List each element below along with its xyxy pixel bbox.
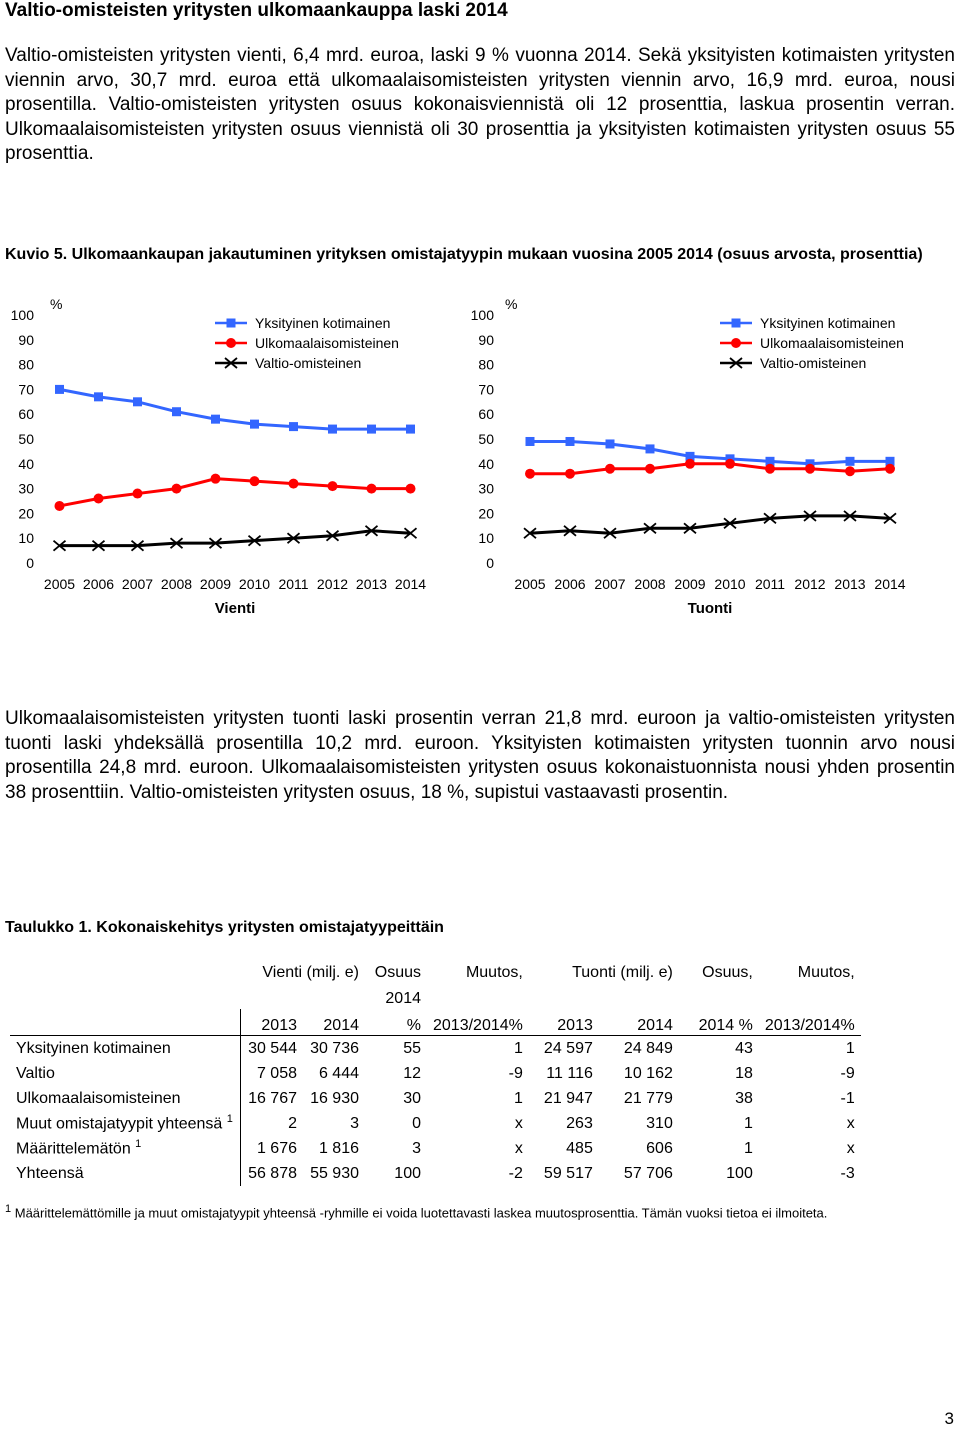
series-line	[530, 441, 890, 463]
x-tick-label: 2012	[316, 576, 349, 592]
table-cell: 55	[403, 1039, 421, 1057]
table-row	[10, 1061, 861, 1086]
legend-marker	[227, 319, 236, 328]
subheader: 2014	[599, 1009, 679, 1036]
table-cell: 100	[726, 1164, 753, 1182]
x-tick-label: 2006	[82, 576, 115, 592]
y-tick-label: 20	[478, 505, 494, 522]
data-point	[367, 484, 377, 494]
data-point	[805, 464, 815, 474]
table-cell: -3	[840, 1164, 855, 1182]
y-tick-label: 60	[478, 406, 494, 423]
table-cell: 1	[743, 1139, 753, 1157]
footnote: $^1$ Määrittelemättömille ja muut omistajatyypit yhteensä -ryhmille ei voida luotettavasti laskea muutosprosenttia. Tämän vuoksi tietoa ei ilmoiteta.	[5, 1203, 828, 1221]
table-cell: 10 162	[623, 1064, 673, 1082]
table-cell: x	[846, 1114, 855, 1132]
table-cell: 7 058	[241, 1061, 304, 1086]
subheader: 2014	[303, 1009, 365, 1036]
x-tick-label: 2006	[554, 576, 586, 592]
series-line	[530, 516, 890, 533]
table-cell: 263	[566, 1114, 593, 1132]
y-tick-label: 20	[18, 505, 34, 522]
figure-caption: Kuvio 5. Ulkomaankaupan jakautuminen yrityksen omistajatyypin mukaan vuosina 2005 2014 (osuus arvosta, prosenttia)	[5, 246, 923, 263]
y-tick-label: 10	[18, 530, 34, 547]
data-point	[606, 439, 615, 448]
subheader: 2013	[529, 1009, 599, 1036]
y-tick-label: 50	[478, 431, 494, 447]
x-tick-label: 2014	[394, 576, 427, 592]
x-tick-label: 2013	[355, 576, 388, 592]
chart-title: Vienti	[214, 600, 256, 617]
y-tick-label: 70	[478, 381, 494, 398]
table-cell: -9	[840, 1064, 855, 1082]
table-cell: 55 930	[310, 1164, 359, 1182]
data-point	[289, 479, 299, 489]
x-tick-label: 2008	[160, 576, 193, 592]
table-cell: 606	[646, 1139, 673, 1157]
y-tick-label: 40	[478, 455, 494, 472]
table-cell: 16 930	[310, 1089, 359, 1107]
intro-paragraph: Valtio-omisteisten yritysten vienti, 6,4 mrd. euroa, laski 9 % vuonna 2014. Sekä yksityisten kotimaisten yritysten viennin arvo, 30,7 mrd. euroa että ulkomaalaisomisteisten yritysten viennin arvo, 16,9 mrd. euroa, nousi prosentilla. Valtio-omisteisten yritysten osuus kokonaisviennistä oli 12 prosenttia, laskua prosentin verran. Ulkomaalaisomisteisten yritysten osuus viennistä oli 30 prosenttia ja yksityisten kotimaisten yritysten osuus 55 prosenttia.	[5, 45, 955, 164]
data-point	[94, 392, 103, 401]
x-tick-label: 2014	[874, 576, 906, 592]
table-cell: 59 517	[543, 1164, 593, 1182]
x-tick-label: 2005	[43, 576, 76, 592]
table-cell: 1	[845, 1039, 855, 1057]
x-tick-label: 2009	[674, 576, 706, 592]
y-unit-label: %	[50, 296, 63, 312]
header-tuonti: Tuonti (milj. e)	[572, 964, 673, 981]
import-chart	[470, 295, 960, 625]
series-line	[60, 479, 411, 506]
table-row	[10, 1086, 861, 1111]
table-cell: 1	[513, 1089, 523, 1107]
table-row	[10, 1036, 861, 1062]
data-point	[133, 489, 143, 499]
header-vienti: Vienti (milj. e)	[262, 964, 359, 981]
table-cell: x	[514, 1139, 523, 1157]
table-cell: 21 779	[623, 1089, 673, 1107]
subheader: 2013/2014%	[759, 1009, 861, 1036]
table-cell: -9	[508, 1064, 523, 1082]
x-tick-label: 2010	[714, 576, 746, 592]
data-point	[172, 484, 182, 494]
table-cell: 1	[743, 1114, 753, 1132]
data-point	[328, 481, 338, 491]
data-point	[646, 444, 655, 453]
page-title: Valtio-omisteisten yritysten ulkomaankauppa laski 2014	[5, 0, 508, 21]
legend-label: Yksityinen kotimainen	[255, 315, 391, 331]
data-point	[55, 385, 64, 394]
row-label: Muut omistajatyypit yhteensä $^1$	[16, 1113, 233, 1133]
y-tick-label: 30	[18, 480, 34, 497]
table-cell: 24 597	[543, 1039, 593, 1057]
legend-marker	[226, 338, 236, 348]
data-point	[845, 466, 855, 476]
data-point	[565, 469, 575, 479]
data-point	[645, 464, 655, 474]
table-row	[10, 1161, 861, 1186]
table-cell: 18	[735, 1064, 753, 1082]
legend-marker	[732, 319, 741, 328]
table-cell: 30 736	[310, 1039, 359, 1057]
header-year: 2014	[385, 990, 421, 1007]
table-cell: 16 767	[241, 1086, 304, 1111]
subheader: 2013	[241, 1009, 304, 1036]
data-point	[367, 425, 376, 434]
table-cell: 56 878	[241, 1161, 304, 1186]
data-point	[605, 464, 615, 474]
table-cell: 57 706	[623, 1164, 673, 1182]
table-cell: 11 116	[546, 1064, 593, 1082]
table-cell: 3	[412, 1139, 421, 1157]
table-cell: 12	[403, 1064, 421, 1082]
legend-label: Valtio-omisteinen	[760, 355, 867, 371]
table-cell: 30	[403, 1089, 421, 1107]
y-tick-label: 40	[18, 455, 34, 472]
legend-marker	[731, 338, 741, 348]
table-cell: -2	[508, 1164, 523, 1182]
y-tick-label: 30	[478, 480, 494, 497]
data-point	[725, 459, 735, 469]
data-point	[525, 469, 535, 479]
legend-label: Ulkomaalaisomisteinen	[255, 335, 399, 351]
x-tick-label: 2010	[238, 576, 271, 592]
table-row	[10, 1136, 861, 1161]
data-point	[885, 464, 895, 474]
x-tick-label: 2013	[834, 576, 866, 592]
table-cell: 100	[394, 1164, 421, 1182]
series-line	[60, 531, 411, 546]
data-point	[94, 494, 104, 504]
legend-label: Ulkomaalaisomisteinen	[760, 335, 904, 351]
table-cell: 30 544	[241, 1036, 304, 1062]
x-tick-label: 2007	[594, 576, 626, 592]
chart-title: Tuonti	[687, 600, 733, 617]
x-tick-label: 2009	[199, 576, 232, 592]
data-point	[328, 425, 337, 434]
data-point	[133, 397, 142, 406]
y-tick-label: 90	[478, 331, 494, 348]
x-tick-label: 2011	[278, 576, 309, 592]
subheader: 2014 %	[679, 1009, 759, 1036]
table-cell: 38	[735, 1089, 753, 1107]
y-tick-label: 10	[478, 530, 494, 547]
data-point	[289, 422, 298, 431]
table-cell: x	[514, 1114, 523, 1132]
y-unit-label: %	[505, 296, 518, 312]
x-tick-label: 2012	[794, 576, 826, 592]
header-osuus-2: Osuus,	[702, 964, 753, 981]
row-label: Yksityinen kotimainen	[16, 1039, 171, 1057]
y-tick-label: 60	[18, 406, 34, 423]
data-point	[685, 459, 695, 469]
data-point	[172, 407, 181, 416]
table-cell: x	[846, 1139, 855, 1157]
data-point	[211, 415, 220, 424]
table-cell: 6 444	[318, 1064, 359, 1082]
table-cell: 24 849	[623, 1039, 673, 1057]
y-tick-label: 90	[18, 331, 34, 348]
row-label: Määrittelemätön $^1$	[16, 1138, 142, 1158]
row-label: Ulkomaalaisomisteinen	[16, 1089, 181, 1107]
x-tick-label: 2007	[121, 576, 154, 592]
export-chart	[0, 295, 470, 625]
table-cell: 1	[513, 1039, 523, 1057]
y-tick-label: 0	[486, 555, 494, 571]
data-point	[250, 476, 260, 486]
header-osuus: Osuus	[374, 964, 421, 981]
table-cell: 3	[350, 1114, 359, 1132]
data-point	[406, 425, 415, 434]
y-tick-label: 0	[26, 555, 34, 571]
table-cell: 485	[566, 1139, 593, 1157]
data-point	[211, 474, 221, 484]
legend-label: Valtio-omisteinen	[255, 355, 362, 371]
table-cell: 2	[241, 1111, 304, 1136]
header-muutos-2: Muutos,	[797, 964, 855, 981]
table-cell: -1	[840, 1089, 855, 1107]
y-tick-label: 80	[478, 356, 494, 373]
row-label: Valtio	[16, 1064, 55, 1082]
data-point	[250, 420, 259, 429]
x-tick-label: 2005	[514, 576, 546, 592]
y-tick-label: 70	[18, 381, 34, 398]
x-tick-label: 2011	[754, 576, 786, 592]
page-number: 3	[944, 1409, 954, 1428]
data-point	[566, 437, 575, 446]
table-caption: Taulukko 1. Kokonaiskehitys yritysten omistajatyypeittäin	[5, 919, 444, 936]
data-point	[406, 484, 416, 494]
import-paragraph: Ulkomaalaisomisteisten yritysten tuonti laski prosentin verran 21,8 mrd. euroon ja valtio-omisteisten yritysten tuonti laski yhdeksällä prosentilla 10,2 mrd. euroon. Yksityisten kotimaisten yritysten tuonnin arvo nousi prosentilla 24,8 mrd. euroon. Ulkomaalaisomisteisten yritysten osuus kokonaistuonnista nousi yhden prosentin 38 prosenttiin. Valtio-omisteisten yritysten osuus, 18 %, supistui vastaavasti prosentin.	[5, 708, 955, 803]
subheader: 2013/2014%	[427, 1009, 529, 1036]
row-label: Yhteensä	[16, 1164, 84, 1182]
header-muutos: Muutos,	[465, 964, 523, 981]
table-cell: 21 947	[543, 1089, 593, 1107]
data-point	[526, 437, 535, 446]
data-point	[55, 501, 65, 511]
data-point	[846, 457, 855, 466]
subheader: %	[365, 1009, 427, 1036]
table-cell: 43	[735, 1039, 753, 1057]
table-cell: 310	[646, 1114, 673, 1132]
table-cell: 1 816	[318, 1139, 359, 1157]
y-tick-label: 100	[10, 307, 34, 323]
legend-label: Yksityinen kotimainen	[760, 315, 896, 331]
series-line	[530, 464, 890, 474]
y-tick-label: 80	[18, 356, 34, 373]
table-cell: 1 676	[241, 1136, 304, 1161]
y-tick-label: 50	[18, 431, 34, 447]
series-line	[60, 389, 411, 429]
data-point	[765, 464, 775, 474]
ownership-table	[10, 957, 861, 1186]
table-cell: 0	[412, 1114, 421, 1132]
y-tick-label: 100	[470, 307, 494, 323]
x-tick-label: 2008	[634, 576, 666, 592]
table-row	[10, 1111, 861, 1136]
